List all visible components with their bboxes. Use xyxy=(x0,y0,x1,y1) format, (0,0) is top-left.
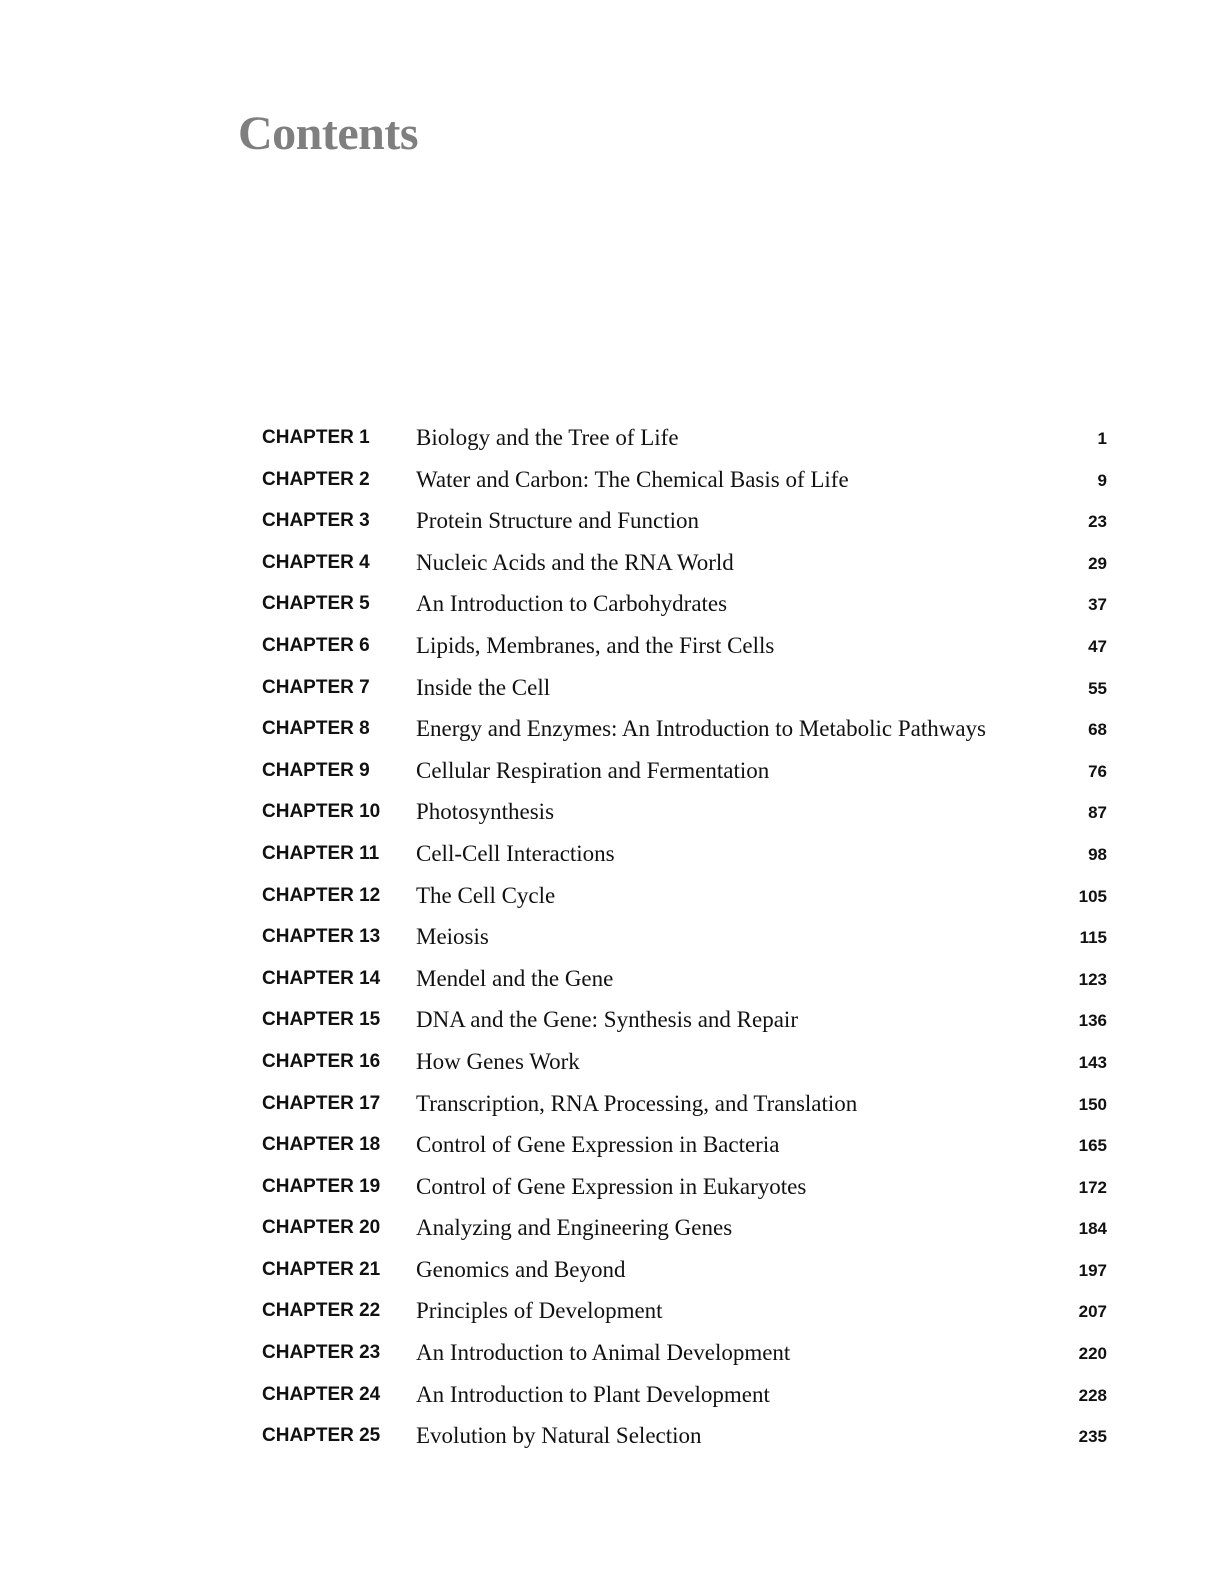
chapter-label: CHAPTER 11 xyxy=(262,842,380,864)
toc-row-chapter-13[interactable] xyxy=(262,916,1107,958)
chapter-title[interactable]: Meiosis xyxy=(416,924,489,950)
chapter-title[interactable]: Inside the Cell xyxy=(416,674,551,700)
table-of-contents xyxy=(262,417,1107,1457)
chapter-title[interactable]: Energy and Enzymes: An Introduction to Metabolic Pathways xyxy=(416,716,986,742)
toc-row-chapter-25[interactable] xyxy=(262,1415,1107,1457)
chapter-page-number: 87 xyxy=(1088,803,1107,823)
chapter-label: CHAPTER 1 xyxy=(262,427,370,448)
chapter-label: CHAPTER 5 xyxy=(262,593,370,615)
chapter-title[interactable]: Photosynthesis xyxy=(416,799,555,825)
chapter-label: CHAPTER 7 xyxy=(262,676,370,698)
toc-row-chapter-20[interactable] xyxy=(262,1207,1107,1249)
toc-row-chapter-23[interactable] xyxy=(262,1332,1107,1374)
chapter-page-number: 165 xyxy=(1078,1136,1107,1156)
chapter-page-number: 55 xyxy=(1088,678,1107,698)
chapter-label: CHAPTER 12 xyxy=(262,884,381,906)
chapter-label: CHAPTER 19 xyxy=(262,1175,381,1197)
chapter-page-number: 197 xyxy=(1078,1260,1107,1280)
toc-row-chapter-6[interactable] xyxy=(262,625,1107,667)
chapter-page-number: 123 xyxy=(1078,969,1107,989)
toc-row-chapter-17[interactable] xyxy=(262,1083,1107,1125)
chapter-title[interactable]: An Introduction to Carbohydrates xyxy=(416,591,728,617)
chapter-title[interactable]: Control of Gene Expression in Eukaryotes xyxy=(416,1173,807,1199)
toc-row-chapter-19[interactable] xyxy=(262,1166,1107,1208)
chapter-title[interactable]: Cell-Cell Interactions xyxy=(416,840,615,866)
chapter-page-number: 172 xyxy=(1078,1177,1107,1197)
chapter-title[interactable]: Mendel and the Gene xyxy=(416,965,614,991)
toc-row-chapter-1[interactable] xyxy=(262,417,1107,459)
chapter-page-number: 207 xyxy=(1078,1302,1107,1322)
chapter-label: CHAPTER 21 xyxy=(262,1258,381,1280)
chapter-title[interactable]: How Genes Work xyxy=(416,1048,580,1074)
chapter-label: CHAPTER 4 xyxy=(262,551,370,573)
toc-row-chapter-10[interactable] xyxy=(262,791,1107,833)
chapter-page-number: 76 xyxy=(1088,761,1107,781)
toc-row-chapter-8[interactable] xyxy=(262,708,1107,750)
toc-row-chapter-14[interactable] xyxy=(262,958,1107,1000)
toc-row-chapter-9[interactable] xyxy=(262,750,1107,792)
toc-row-chapter-5[interactable] xyxy=(262,583,1107,625)
toc-row-chapter-22[interactable] xyxy=(262,1290,1107,1332)
toc-row-chapter-18[interactable] xyxy=(262,1124,1107,1166)
toc-row-chapter-3[interactable] xyxy=(262,500,1107,542)
toc-row-chapter-12[interactable] xyxy=(262,875,1107,917)
chapter-label: CHAPTER 10 xyxy=(262,801,381,823)
chapter-title[interactable]: Transcription, RNA Processing, and Translation xyxy=(416,1090,858,1116)
chapter-label: CHAPTER 24 xyxy=(262,1383,381,1405)
chapter-page-number: 105 xyxy=(1078,886,1107,906)
chapter-page-number: 47 xyxy=(1088,636,1107,656)
toc-row-chapter-4[interactable] xyxy=(262,542,1107,584)
chapter-page-number: 235 xyxy=(1078,1427,1107,1447)
chapter-label: CHAPTER 18 xyxy=(262,1134,381,1156)
toc-row-chapter-21[interactable] xyxy=(262,1249,1107,1291)
chapter-page-number: 228 xyxy=(1078,1385,1107,1405)
chapter-label: CHAPTER 15 xyxy=(262,1009,381,1031)
chapter-page-number: 136 xyxy=(1078,1011,1107,1031)
chapter-title[interactable]: The Cell Cycle xyxy=(416,882,556,908)
chapter-page-number: 143 xyxy=(1078,1052,1107,1072)
chapter-title[interactable]: Principles of Development xyxy=(416,1298,663,1324)
chapter-title[interactable]: Analyzing and Engineering Genes xyxy=(416,1215,733,1241)
chapter-page-number: 1 xyxy=(1097,429,1107,448)
toc-row-chapter-7[interactable] xyxy=(262,667,1107,709)
chapter-title[interactable]: Cellular Respiration and Fermentation xyxy=(416,757,770,783)
page-title: Contents xyxy=(238,107,419,160)
chapter-page-number: 68 xyxy=(1088,720,1107,740)
chapter-title[interactable]: Water and Carbon: The Chemical Basis of Life xyxy=(416,466,849,492)
chapter-page-number: 9 xyxy=(1097,470,1107,490)
chapter-title[interactable]: An Introduction to Plant Development xyxy=(416,1381,770,1407)
chapter-title[interactable]: Biology and the Tree of Life xyxy=(416,425,679,450)
chapter-page-number: 184 xyxy=(1078,1219,1107,1239)
chapter-page-number: 23 xyxy=(1088,512,1107,532)
chapter-title[interactable]: Genomics and Beyond xyxy=(416,1256,626,1282)
chapter-label: CHAPTER 9 xyxy=(262,759,370,781)
chapter-page-number: 220 xyxy=(1078,1344,1107,1364)
chapter-label: CHAPTER 14 xyxy=(262,967,381,989)
chapter-page-number: 150 xyxy=(1078,1094,1107,1114)
chapter-page-number: 98 xyxy=(1088,844,1107,864)
chapter-title[interactable]: Protein Structure and Function xyxy=(416,508,699,534)
chapter-page-number: 29 xyxy=(1088,553,1107,573)
toc-row-chapter-24[interactable] xyxy=(262,1374,1107,1416)
chapter-label: CHAPTER 16 xyxy=(262,1050,381,1072)
chapter-label: CHAPTER 22 xyxy=(262,1300,381,1322)
chapter-label: CHAPTER 2 xyxy=(262,468,370,490)
chapter-label: CHAPTER 25 xyxy=(262,1425,381,1447)
toc-row-chapter-2[interactable] xyxy=(262,459,1107,501)
toc-row-chapter-15[interactable] xyxy=(262,999,1107,1041)
chapter-label: CHAPTER 23 xyxy=(262,1342,381,1364)
chapter-page-number: 115 xyxy=(1079,928,1107,948)
chapter-label: CHAPTER 8 xyxy=(262,718,370,740)
chapter-label: CHAPTER 13 xyxy=(262,926,381,948)
chapter-label: CHAPTER 3 xyxy=(262,510,370,532)
chapter-title[interactable]: DNA and the Gene: Synthesis and Repair xyxy=(416,1007,798,1033)
chapter-title[interactable]: Nucleic Acids and the RNA World xyxy=(416,549,734,575)
chapter-title[interactable]: Lipids, Membranes, and the First Cells xyxy=(416,632,775,658)
chapter-title[interactable]: An Introduction to Animal Development xyxy=(416,1340,791,1366)
toc-row-chapter-16[interactable] xyxy=(262,1041,1107,1083)
chapter-label: CHAPTER 17 xyxy=(262,1092,381,1114)
chapter-title[interactable]: Control of Gene Expression in Bacteria xyxy=(416,1132,780,1158)
chapter-page-number: 37 xyxy=(1088,595,1107,615)
chapter-title[interactable]: Evolution by Natural Selection xyxy=(416,1423,702,1449)
chapter-label: CHAPTER 20 xyxy=(262,1217,381,1239)
chapter-label: CHAPTER 6 xyxy=(262,634,370,656)
toc-row-chapter-11[interactable] xyxy=(262,833,1107,875)
